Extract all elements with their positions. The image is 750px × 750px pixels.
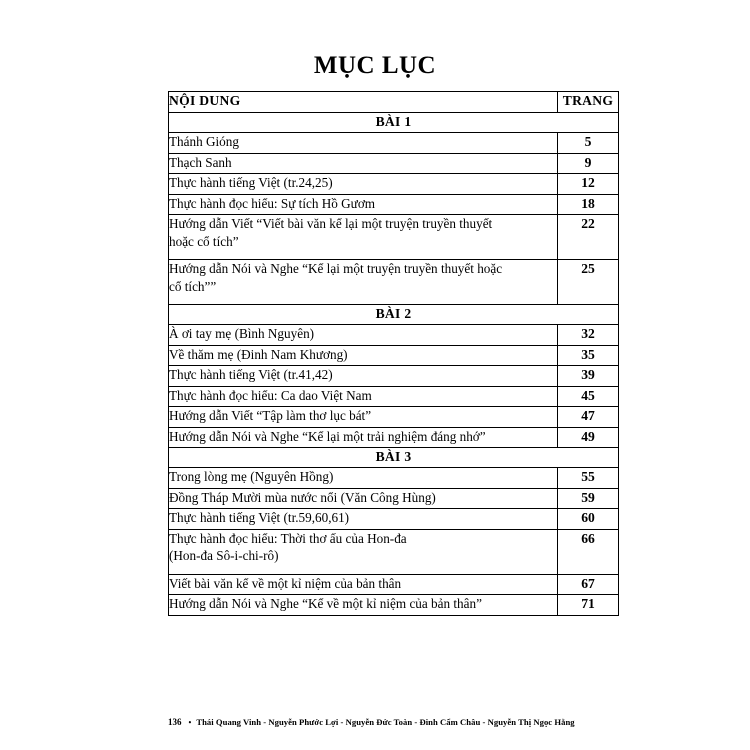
entry-title-line-1: Thạch Sanh <box>169 154 232 170</box>
entry-title-line-1: Thực hành tiếng Việt (tr.59,60,61) <box>169 510 350 525</box>
section-label: BÀI 1 <box>169 113 619 133</box>
entry-page-number: 39 <box>558 366 619 387</box>
entry-title-line-1: Hướng dẫn Viết “Viết bài văn kể lại một truyện truyền thuyết <box>169 216 493 231</box>
table-row <box>169 427 619 448</box>
entry-page-number: 55 <box>558 468 619 489</box>
table-of-contents <box>168 91 619 616</box>
entry-title-cell <box>169 215 558 260</box>
entry-title-line-2: cổ tích”” <box>169 278 217 294</box>
entry-title-line-1: Về thăm mẹ (Đinh Nam Khương) <box>169 346 348 362</box>
footer-page-number: 136 <box>168 717 182 727</box>
table-row <box>169 574 619 595</box>
table-row <box>169 153 619 174</box>
entry-page-number: 67 <box>558 574 619 595</box>
entry-title-line-1: Thánh Gióng <box>169 134 239 149</box>
section-label: BÀI 3 <box>169 448 619 468</box>
entry-title-line-2: (Hon-đa Sô-i-chi-rô) <box>169 548 279 564</box>
entry-title-cell <box>169 260 558 305</box>
table-row <box>169 325 619 346</box>
entry-title-line-2: hoặc cổ tích” <box>169 233 239 249</box>
section-label: BÀI 2 <box>169 305 619 325</box>
entry-title-cell <box>169 194 558 215</box>
entry-page-number: 22 <box>558 215 619 260</box>
entry-page-number: 35 <box>558 345 619 366</box>
table-row <box>169 174 619 195</box>
entry-title-line-1: À ơi tay mẹ (Bình Nguyên) <box>169 326 315 341</box>
entry-title-line-1: Hướng dẫn Nói và Nghe “Kể lại một truyện truyền thuyết hoặc <box>169 261 503 276</box>
entry-page-number: 66 <box>558 529 619 574</box>
entry-title-line-1: Thực hành đọc hiểu: Ca dao Việt Nam <box>169 387 372 403</box>
entry-title-line-1: Đồng Tháp Mười mùa nước nổi (Văn Công Hùng) <box>169 489 436 505</box>
entry-title-cell <box>169 529 558 574</box>
table-row <box>169 260 619 305</box>
entry-title-cell <box>169 595 558 616</box>
entry-page-number: 45 <box>558 386 619 407</box>
entry-title-cell <box>169 509 558 530</box>
section-row <box>169 305 619 325</box>
entry-title-cell <box>169 468 558 489</box>
entry-title-line-1: Trong lòng mẹ (Nguyên Hồng) <box>169 469 334 484</box>
entry-page-number: 32 <box>558 325 619 346</box>
column-header-page: TRANG <box>558 92 619 113</box>
entry-title-cell <box>169 133 558 154</box>
entry-page-number: 25 <box>558 260 619 305</box>
entry-page-number: 12 <box>558 174 619 195</box>
entry-page-number: 5 <box>558 133 619 154</box>
table-row <box>169 133 619 154</box>
entry-page-number: 59 <box>558 488 619 509</box>
table-row <box>169 509 619 530</box>
table-row <box>169 215 619 260</box>
entry-title-cell <box>169 325 558 346</box>
entry-page-number: 18 <box>558 194 619 215</box>
entry-title-line-1: Thực hành tiếng Việt (tr.24,25) <box>169 175 333 190</box>
table-row <box>169 488 619 509</box>
entry-title-cell <box>169 153 558 174</box>
section-row <box>169 448 619 468</box>
entry-title-line-1: Hướng dẫn Viết “Tập làm thơ lục bát” <box>169 408 372 423</box>
table-row <box>169 194 619 215</box>
footer-authors: Thái Quang Vinh - Nguyễn Phước Lợi - Nguyễn Đức Toàn - Đinh Cẩm Châu - Nguyễn Thị Ngọc Hằng <box>196 717 575 727</box>
entry-title-line-1: Viết bài văn kể về một kỉ niệm của bản thân <box>169 575 402 591</box>
page-footer <box>168 717 638 727</box>
entry-title-cell <box>169 174 558 195</box>
table-header-row <box>169 92 619 113</box>
entry-page-number: 71 <box>558 595 619 616</box>
table-row <box>169 468 619 489</box>
table-row <box>169 529 619 574</box>
entry-title-cell <box>169 366 558 387</box>
table-row <box>169 366 619 387</box>
table-body <box>169 92 619 616</box>
table-row <box>169 386 619 407</box>
entry-title-line-1: Hướng dẫn Nói và Nghe “Kể lại một trải nghiệm đáng nhớ” <box>169 428 486 444</box>
entry-title-cell <box>169 488 558 509</box>
entry-title-line-1: Hướng dẫn Nói và Nghe “Kể về một kỉ niệm của bản thân” <box>169 596 482 611</box>
entry-title-cell <box>169 427 558 448</box>
entry-page-number: 47 <box>558 407 619 428</box>
entry-page-number: 60 <box>558 509 619 530</box>
table-row <box>169 345 619 366</box>
column-header-content: NỘI DUNG <box>169 92 558 113</box>
page-title: MỤC LỤC <box>313 52 437 79</box>
entry-title-cell <box>169 574 558 595</box>
entry-title-cell <box>169 407 558 428</box>
section-row <box>169 113 619 133</box>
entry-title-line-1: Thực hành đọc hiểu: Thời thơ ấu của Hon-đa <box>169 530 407 546</box>
entry-page-number: 9 <box>558 153 619 174</box>
entry-title-cell <box>169 386 558 407</box>
footer-bullet-icon: • <box>188 718 192 727</box>
entry-title-line-1: Thực hành tiếng Việt (tr.41,42) <box>169 367 333 382</box>
table-row <box>169 595 619 616</box>
entry-page-number: 49 <box>558 427 619 448</box>
entry-title-line-1: Thực hành đọc hiểu: Sự tích Hồ Gươm <box>169 195 376 211</box>
table-row <box>169 407 619 428</box>
entry-title-cell <box>169 345 558 366</box>
